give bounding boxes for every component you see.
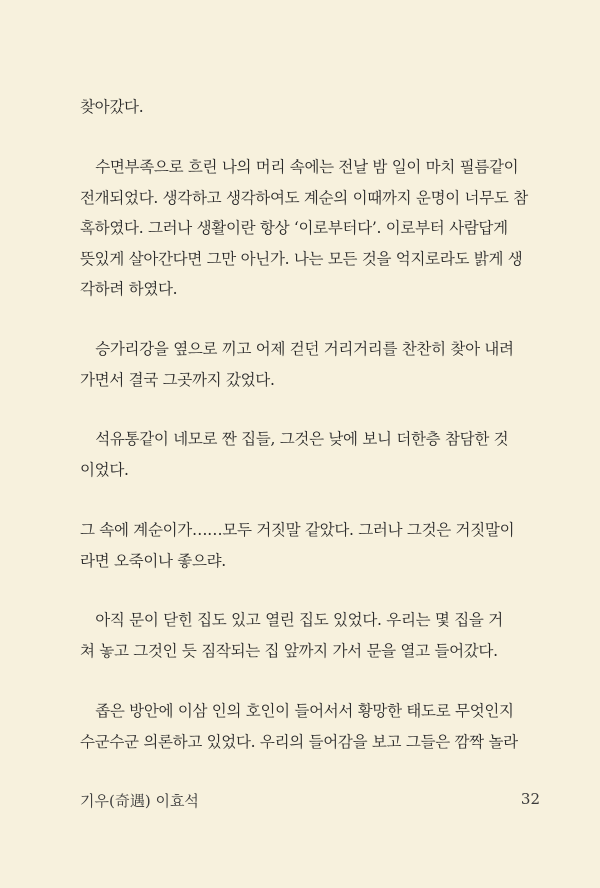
text-line: 석유통같이 네모로 짠 집들, 그것은 낮에 보니 더한층 참담한 것 (80, 430, 509, 448)
text-line: 쳐 놓고 그것인 듯 짐작되는 집 앞까지 가서 문을 열고 들어갔다. (80, 641, 498, 660)
text-line: 좁은 방안에 이삼 인의 호인이 들어서서 황망한 태도로 무엇인지 (80, 702, 514, 720)
page-number: 32 (520, 790, 540, 808)
text-line: 그 속에 계순이가……모두 거짓말 같았다. 그러나 그것은 거짓말이 (80, 521, 515, 539)
text-line: 가면서 결국 그곳까지 갔었다. (80, 370, 275, 389)
paragraph-2 (80, 152, 540, 305)
paragraph-5 (80, 515, 540, 576)
text-line: 라면 오죽이나 좋으랴. (80, 551, 226, 570)
text-line: 이었다. (80, 460, 129, 479)
text-line: 뜻있게 살아간다면 그만 아닌가. 나는 모든 것을 억지로라도 밝게 생 (80, 249, 523, 268)
paragraph-4 (80, 424, 540, 485)
text-line: 수면부족으로 흐린 나의 머리 속에는 전날 밤 일이 마치 필름같이 (80, 158, 519, 176)
paragraph-6 (80, 605, 540, 666)
paragraph-1 (80, 92, 540, 123)
page-footer (80, 790, 540, 814)
text-line: 찾아갔다. (80, 98, 144, 116)
text-line: 아직 문이 닫힌 집도 있고 열린 집도 있었다. 우리는 몇 집을 거 (80, 611, 503, 629)
text-line: 승가리강을 옆으로 끼고 어제 걷던 거리거리를 찬찬히 찾아 내려 (80, 340, 514, 358)
book-title: 기우(奇遇) 이효석 (80, 792, 199, 810)
text-line: 전개되었다. 생각하고 생각하여도 계순의 이때까지 운명이 너무도 참 (80, 188, 528, 207)
paragraph-3 (80, 334, 540, 395)
text-line: 수군수군 의론하고 있었다. 우리의 들어감을 보고 그들은 깜짝 놀라 (80, 732, 518, 751)
text-line: 각하려 하였다. (80, 280, 178, 298)
paragraph-7 (80, 696, 540, 757)
text-line: 혹하였다. 그러나 생활이란 항상 ‘이로부터다’. 이로부터 사람답게 (80, 219, 508, 237)
